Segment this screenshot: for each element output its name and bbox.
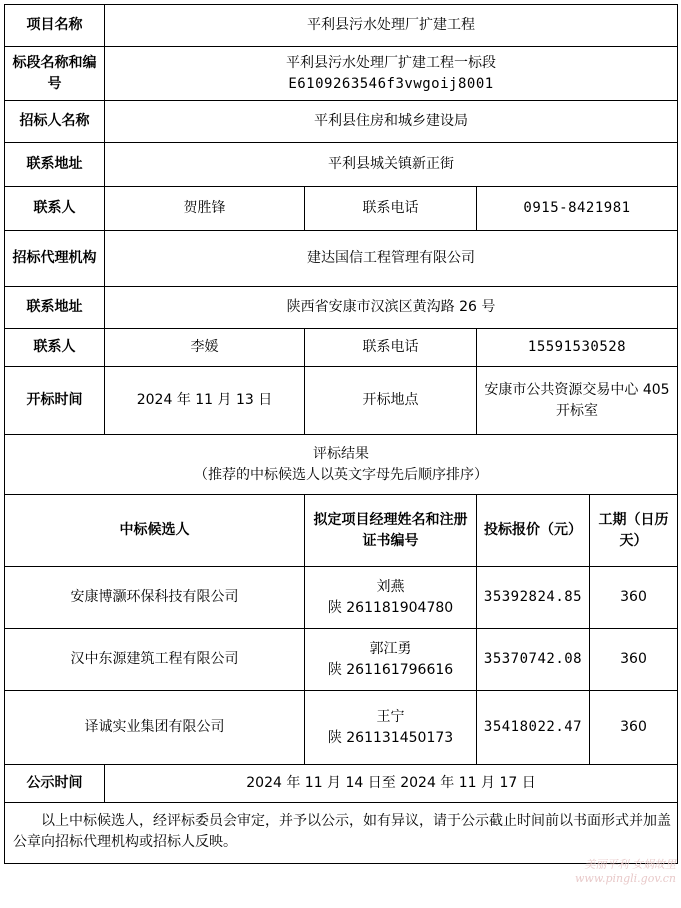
- results-subtitle: （推荐的中标候选人以英文字母先后顺序排序）: [194, 466, 488, 483]
- candidate-manager: 刘燕: [376, 578, 405, 595]
- opening-place: 安康市公共资源交易中心 405 开标室: [477, 367, 678, 435]
- tenderer-name: 平利县住房和城乡建设局: [105, 101, 678, 143]
- tenderer-address: 平利县城关镇新正街: [105, 143, 678, 187]
- agency-address-row: [5, 287, 678, 329]
- bid-notice-table: [4, 4, 678, 864]
- agency-contact-name: 李媛: [105, 329, 305, 367]
- note-text: 以上中标候选人，经评标委员会审定，并予以公示，如有异议，请于公示截止时间前以书面形式并加盖公章向招标代理机构或招标人反映。: [13, 813, 671, 850]
- note-row: [5, 803, 678, 864]
- candidate-manager-cell: [305, 567, 477, 629]
- header-period: 工期（日历天）: [590, 495, 678, 567]
- opening-row: [5, 367, 678, 435]
- agency-contact-label: 联系人: [5, 329, 105, 367]
- publicity-label: 公示时间: [5, 765, 105, 803]
- candidate-period: 360: [590, 629, 678, 691]
- candidate-manager-cell: [305, 691, 477, 765]
- tenderer-address-label: 联系地址: [5, 143, 105, 187]
- watermark-url: www.pingli.gov.cn: [575, 872, 676, 885]
- section-label: 标段名称和编号: [5, 47, 105, 101]
- tenderer-address-row: [5, 143, 678, 187]
- tenderer-row: [5, 101, 678, 143]
- candidate-name: 汉中东源建筑工程有限公司: [5, 629, 305, 691]
- publicity-row: [5, 765, 678, 803]
- agency-name: 建达国信工程管理有限公司: [105, 231, 678, 287]
- header-price: 投标报价（元）: [477, 495, 590, 567]
- candidate-row: [5, 691, 678, 765]
- candidate-name: 译诚实业集团有限公司: [5, 691, 305, 765]
- candidate-price: 35370742.08: [477, 629, 590, 691]
- section-cell: [105, 47, 678, 101]
- tenderer-label: 招标人名称: [5, 101, 105, 143]
- candidate-cert: 陕 261131450173: [327, 729, 454, 746]
- tenderer-phone-label: 联系电话: [305, 187, 477, 231]
- opening-date: 2024 年 11 月 13 日: [105, 367, 305, 435]
- section-row: [5, 47, 678, 101]
- results-title: 评标结果: [313, 445, 369, 462]
- publicity-period: 2024 年 11 月 14 日至 2024 年 11 月 17 日: [105, 765, 678, 803]
- candidate-cert: 陕 261161796616: [327, 661, 454, 678]
- agency-phone: 15591530528: [477, 329, 678, 367]
- candidate-manager: 郭江勇: [369, 640, 412, 657]
- project-row: [5, 5, 678, 47]
- candidate-name: 安康博灏环保科技有限公司: [5, 567, 305, 629]
- candidate-cert: 陕 261181904780: [327, 599, 454, 616]
- results-row: [5, 435, 678, 495]
- candidate-price: 35392824.85: [477, 567, 590, 629]
- project-name: 平利县污水处理厂扩建工程: [105, 5, 678, 47]
- site-watermark: [508, 858, 676, 886]
- candidate-price: 35418022.47: [477, 691, 590, 765]
- project-label: 项目名称: [5, 5, 105, 47]
- watermark-slogan: 美丽平利 女娲故里: [584, 858, 676, 871]
- tenderer-phone: 0915-8421981: [477, 187, 678, 231]
- header-candidate: 中标候选人: [5, 495, 305, 567]
- section-name: 平利县污水处理厂扩建工程一标段: [286, 54, 496, 71]
- agency-contact-row: [5, 329, 678, 367]
- candidate-period: 360: [590, 691, 678, 765]
- candidate-period: 360: [590, 567, 678, 629]
- header-manager: 拟定项目经理姓名和注册证书编号: [305, 495, 477, 567]
- candidate-manager: 王宁: [376, 708, 405, 725]
- opening-label: 开标时间: [5, 367, 105, 435]
- candidate-row: [5, 567, 678, 629]
- tenderer-contact-row: [5, 187, 678, 231]
- results-cell: [5, 435, 678, 495]
- note-paragraph: [5, 803, 678, 864]
- agency-address-label: 联系地址: [5, 287, 105, 329]
- section-code: E6109263546f3vwgoij8001: [288, 75, 494, 92]
- agency-row: [5, 231, 678, 287]
- agency-label: 招标代理机构: [5, 231, 105, 287]
- tenderer-contact-label: 联系人: [5, 187, 105, 231]
- opening-place-label: 开标地点: [305, 367, 477, 435]
- agency-address: 陕西省安康市汉滨区黄沟路 26 号: [105, 287, 678, 329]
- tenderer-contact-name: 贺胜锋: [105, 187, 305, 231]
- candidate-row: [5, 629, 678, 691]
- candidate-manager-cell: [305, 629, 477, 691]
- agency-phone-label: 联系电话: [305, 329, 477, 367]
- candidates-header-row: [5, 495, 678, 567]
